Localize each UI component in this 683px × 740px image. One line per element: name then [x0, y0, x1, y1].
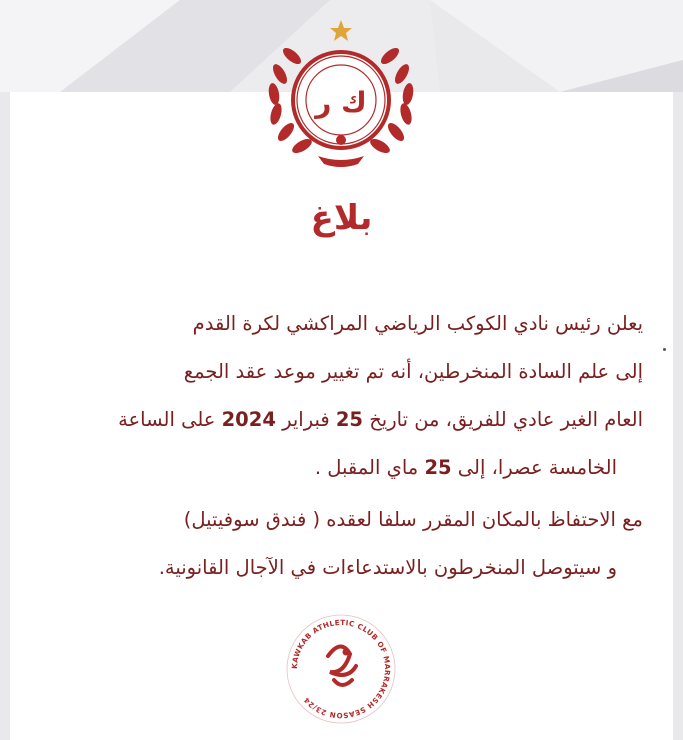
body-line-2: إلى علم السادة المنخرطين، أنه تم تغيير موعد عقد الجمع	[183, 360, 643, 383]
svg-text:ك ر: ك ر	[315, 86, 367, 119]
body-line-1: يعلن رئيس نادي الكوكب الرياضي المراكشي لكرة القدم	[192, 312, 643, 335]
stray-dot	[663, 348, 666, 351]
body-line-3: العام الغير عادي للفريق، من تاريخ 25 فبراير 2024 على الساعة	[118, 408, 643, 431]
body-line-4: الخامسة عصرا، إلى 25 ماي المقبل .	[314, 456, 617, 479]
season-badge-icon	[276, 604, 406, 734]
svg-text:KAWKAB ATHLETIC CLUB OF MARRAK: KAWKAB ATHLETIC CLUB OF MARRAKESH SEASON 23/24	[289, 617, 393, 721]
announcement-title: بلاغ	[310, 198, 373, 238]
body-line-6: و سيتوصل المنخرطون بالاستدعاءات في الآجال القانونية.	[158, 556, 617, 579]
club-crest-icon	[258, 14, 424, 168]
announcement-body	[33, 300, 643, 592]
body-line-5: مع الاحتفاظ بالمكان المقرر سلفا لعقده ( فندق سوفيتيل)	[183, 508, 643, 531]
